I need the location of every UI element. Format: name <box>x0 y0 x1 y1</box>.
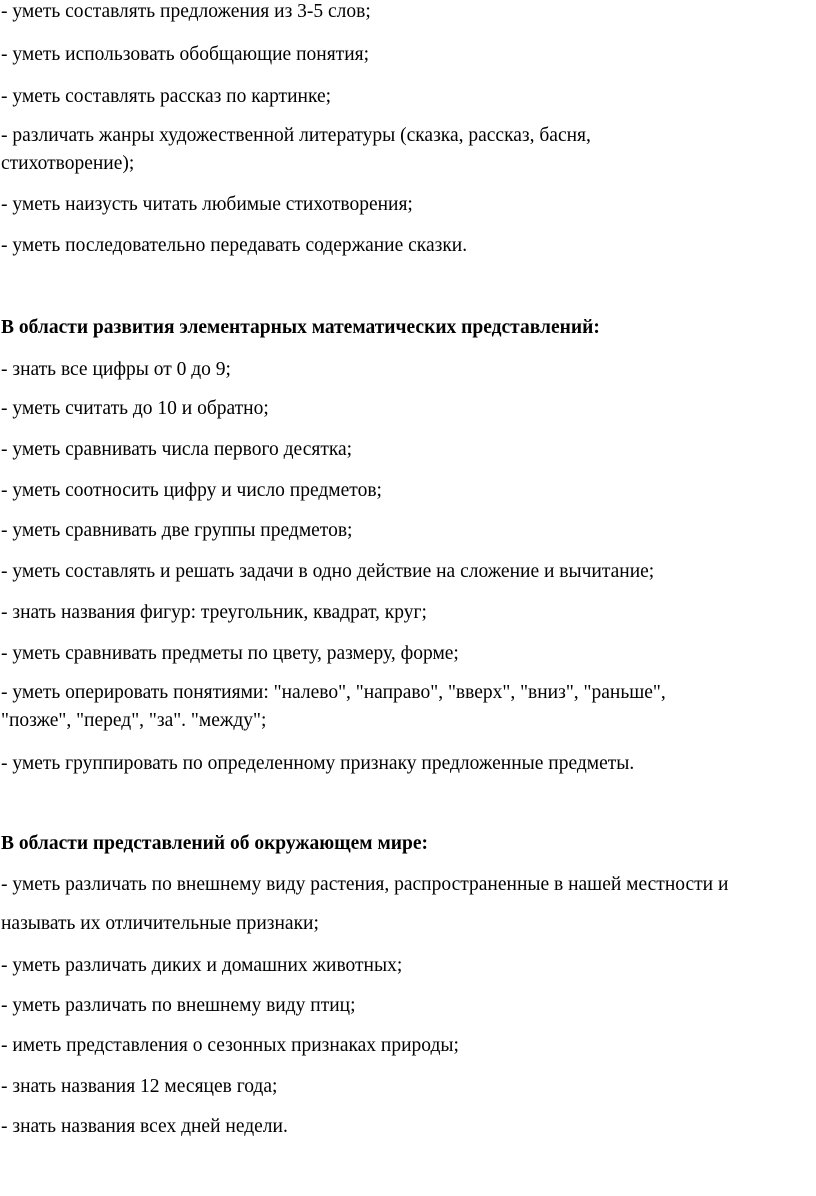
list-item: - уметь оперировать понятиями: "налево", "направо", "вверх", "вниз", "раньше", <box>1 682 666 703</box>
list-item: - уметь различать по внешнему виду птиц; <box>1 995 356 1016</box>
list-item: - уметь различать по внешнему виду растения, распространенные в нашей местности и <box>1 874 729 895</box>
list-item: - уметь сравнивать числа первого десятка; <box>1 439 353 460</box>
section-heading-world: В области представлений об окружающем мире: <box>1 833 428 854</box>
list-item-continuation: "позже", "перед", "за". "между"; <box>1 710 267 731</box>
list-item: - уметь составлять рассказ по картинке; <box>1 86 332 107</box>
list-item: - знать названия всех дней недели. <box>1 1116 288 1137</box>
list-item: - иметь представления о сезонных признаках природы; <box>1 1035 459 1056</box>
list-item-continuation: стихотворение); <box>1 153 135 174</box>
list-item: - знать названия 12 месяцев года; <box>1 1076 278 1097</box>
list-item-continuation: называть их отличительные признаки; <box>1 913 319 934</box>
list-item: - различать жанры художественной литературы (сказка, рассказ, басня, <box>1 125 591 146</box>
list-item: - уметь соотносить цифру и число предметов; <box>1 480 382 501</box>
list-item: - уметь составлять и решать задачи в одно действие на сложение и вычитание; <box>1 561 655 582</box>
section-heading-math: В области развития элементарных математических представлений: <box>1 317 600 338</box>
list-item: - уметь наизусть читать любимые стихотворения; <box>1 194 413 215</box>
list-item: - уметь группировать по определенному признаку предложенные предметы. <box>1 753 635 774</box>
list-item: - уметь сравнивать две группы предметов; <box>1 520 353 541</box>
list-item: - уметь считать до 10 и обратно; <box>1 398 269 419</box>
list-item: - уметь сравнивать предметы по цвету, размеру, форме; <box>1 643 459 664</box>
list-item: - знать все цифры от 0 до 9; <box>1 359 231 380</box>
list-item: - уметь использовать обобщающие понятия; <box>1 44 370 65</box>
list-item: - уметь последовательно передавать содержание сказки. <box>1 235 468 256</box>
list-item: - знать названия фигур: треугольник, квадрат, круг; <box>1 602 427 623</box>
list-item: - уметь составлять предложения из 3-5 слов; <box>1 1 371 22</box>
list-item: - уметь различать диких и домашних животных; <box>1 955 403 976</box>
